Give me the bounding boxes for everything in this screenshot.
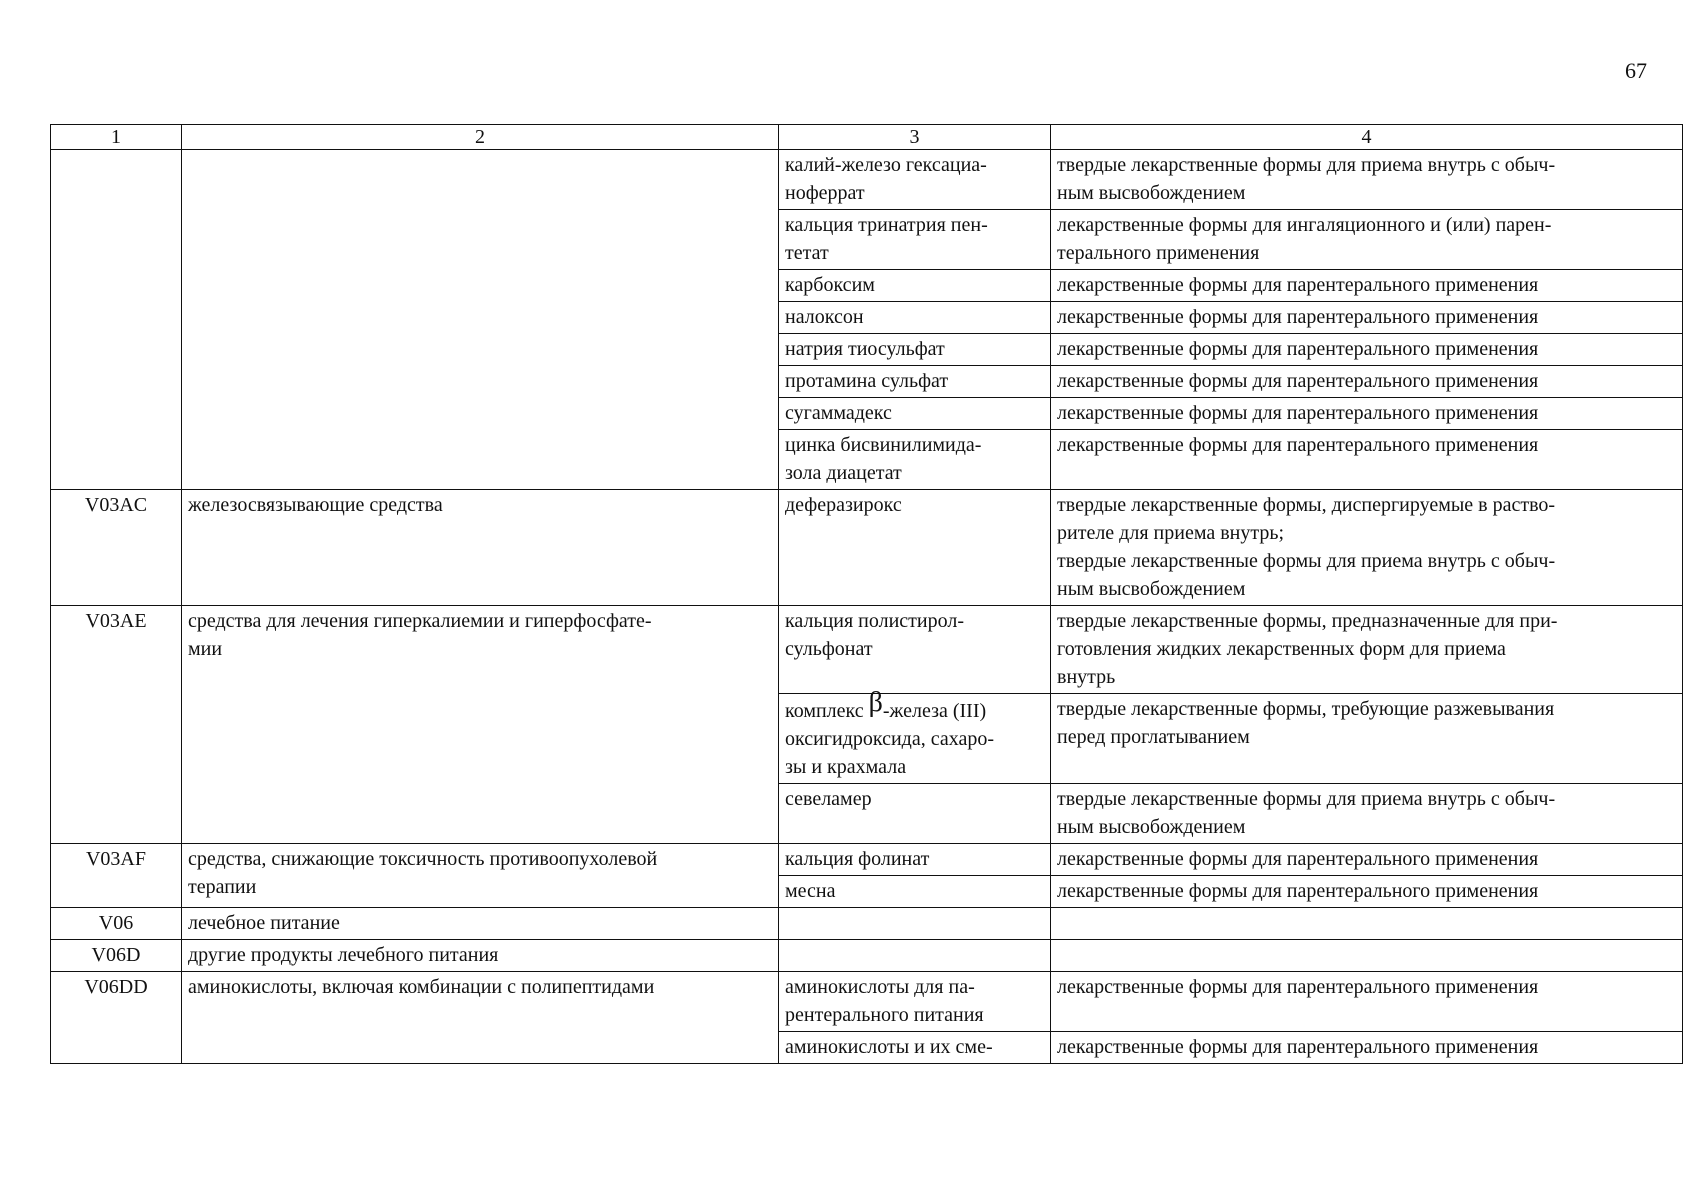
substance-cell: месна — [779, 876, 1051, 908]
group-cell: средства для лечения гиперкалиемии и гиперфосфате- мии — [182, 606, 779, 844]
group-cell: аминокислоты, включая комбинации с полипептидами — [182, 972, 779, 1064]
table-row — [51, 844, 1683, 876]
substance-cell: калий-железо гексациа- ноферрат — [779, 150, 1051, 210]
substance-cell: кальция полистирол- сульфонат — [779, 606, 1051, 694]
form-cell — [1051, 908, 1683, 940]
form-cell: лекарственные формы для ингаляционного и (или) парен- терального применения — [1051, 210, 1683, 270]
form-cell: твердые лекарственные формы, требующие разжевывания перед проглатыванием — [1051, 694, 1683, 784]
code-cell: V06 — [51, 908, 182, 940]
form-cell: лекарственные формы для парентерального применения — [1051, 1032, 1683, 1064]
form-cell: лекарственные формы для парентерального применения — [1051, 398, 1683, 430]
substance-cell: деферазирокс — [779, 490, 1051, 606]
form-cell — [1051, 940, 1683, 972]
substance-cell: севеламер — [779, 784, 1051, 844]
code-cell: V03AF — [51, 844, 182, 908]
header-col-1: 1 — [51, 125, 182, 150]
group-cell: лечебное питание — [182, 908, 779, 940]
group-cell: железосвязывающие средства — [182, 490, 779, 606]
substance-cell: натрия тиосульфат — [779, 334, 1051, 366]
form-cell: лекарственные формы для парентерального применения — [1051, 270, 1683, 302]
substance-cell: аминокислоты и их сме- — [779, 1032, 1051, 1064]
page-number: 67 — [1625, 58, 1647, 83]
form-cell: твердые лекарственные формы для приема внутрь с обыч- ным высвобождением — [1051, 784, 1683, 844]
table-row — [51, 606, 1683, 694]
substance-cell — [779, 940, 1051, 972]
beta-symbol: β — [868, 687, 883, 718]
table-row — [51, 940, 1683, 972]
substance-cell: протамина сульфат — [779, 366, 1051, 398]
code-cell: V03AE — [51, 606, 182, 844]
substance-cell: сугаммадекс — [779, 398, 1051, 430]
form-cell: лекарственные формы для парентерального применения — [1051, 366, 1683, 398]
substance-cell: аминокислоты для па- рентерального питания — [779, 972, 1051, 1032]
table-row — [51, 908, 1683, 940]
drug-table — [50, 124, 1683, 1064]
code-cell: V03AC — [51, 490, 182, 606]
code-cell: V06DD — [51, 972, 182, 1064]
form-cell: лекарственные формы для парентерального применения — [1051, 430, 1683, 490]
form-cell: твердые лекарственные формы, предназначенные для при- готовления жидких лекарственных форм для приема внутрь — [1051, 606, 1683, 694]
substance-cell: кальция тринатрия пен- тетат — [779, 210, 1051, 270]
table-row — [51, 490, 1683, 606]
form-cell: твердые лекарственные формы для приема внутрь с обыч- ным высвобождением — [1051, 150, 1683, 210]
substance-prefix: комплекс — [785, 700, 864, 722]
header-col-3: 3 — [779, 125, 1051, 150]
table-header-row — [51, 125, 1683, 150]
form-cell: твердые лекарственные формы, диспергируемые в раство- рителе для приема внутрь; твердые лекарственные формы для приема внутрь с обыч- ным высвобождением — [1051, 490, 1683, 606]
substance-cell: карбоксим — [779, 270, 1051, 302]
code-cell: V06D — [51, 940, 182, 972]
substance-cell: кальция фолинат — [779, 844, 1051, 876]
header-col-4: 4 — [1051, 125, 1683, 150]
substance-cell — [779, 687, 1051, 784]
group-cell: средства, снижающие токсичность противоопухолевой терапии — [182, 844, 779, 908]
substance-suffix: -железа (III) оксигидроксида, сахаро- зы и крахмала — [785, 700, 995, 778]
code-cell — [51, 150, 182, 490]
form-cell: лекарственные формы для парентерального применения — [1051, 302, 1683, 334]
form-cell: лекарственные формы для парентерального применения — [1051, 844, 1683, 876]
substance-cell: цинка бисвинилимида- зола диацетат — [779, 430, 1051, 490]
substance-cell — [779, 908, 1051, 940]
substance-cell: налоксон — [779, 302, 1051, 334]
table-row — [51, 150, 1683, 210]
group-cell — [182, 150, 779, 490]
form-cell: лекарственные формы для парентерального применения — [1051, 972, 1683, 1032]
form-cell: лекарственные формы для парентерального применения — [1051, 334, 1683, 366]
form-cell: лекарственные формы для парентерального применения — [1051, 876, 1683, 908]
table-row — [51, 972, 1683, 1032]
group-cell: другие продукты лечебного питания — [182, 940, 779, 972]
header-col-2: 2 — [182, 125, 779, 150]
